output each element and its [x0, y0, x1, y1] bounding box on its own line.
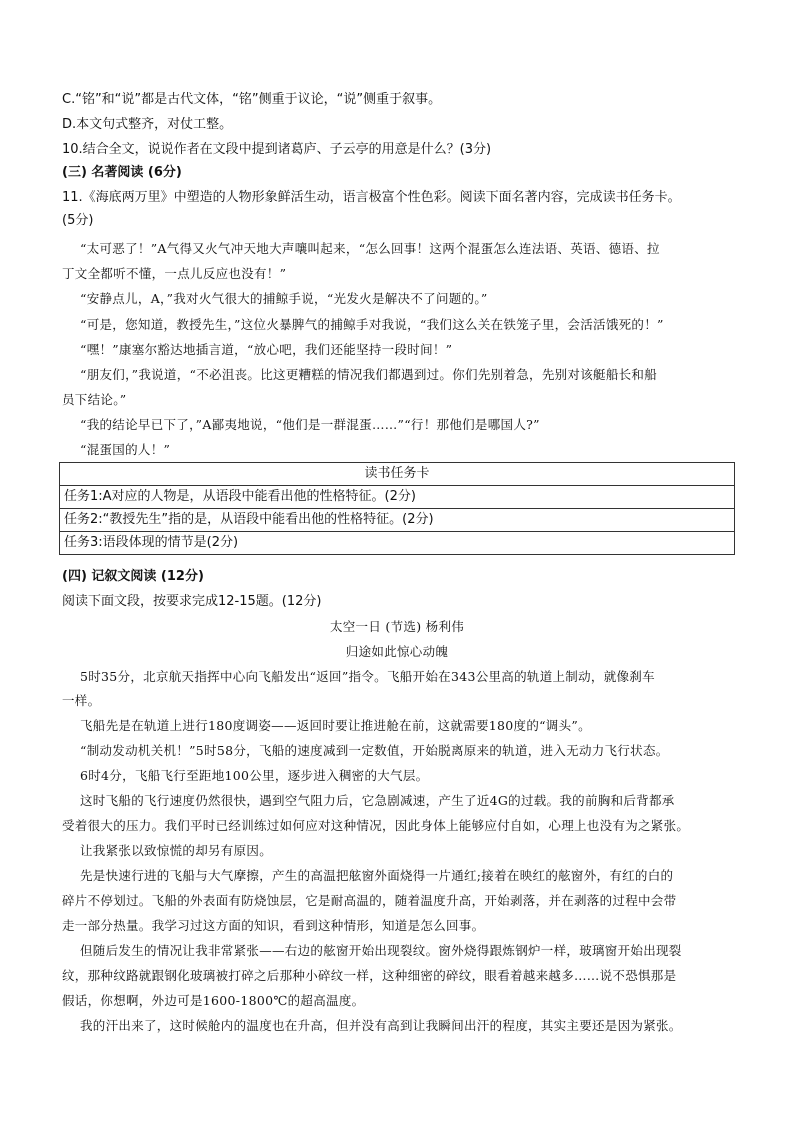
task-3: 任务3:语段体现的情节是(2分): [60, 532, 735, 555]
article-line: 先是快速行进的飞船与大气摩擦，产生的高温把舷窗外面烧得一片通红;接着在映红的舷窗外，有红的白的: [80, 868, 674, 883]
task-2: 任务2:“教授先生”指的是，从语段中能看出他的性格特征。(2分): [60, 509, 735, 532]
article-line: 碎片不停划过。飞船的外表面有防烧蚀层，它是耐高温的，随着温度升高，开始剥落，并在剥落的过程中会带: [62, 893, 677, 908]
article-line: 我的汗出来了，这时候舱内的温度也在升高，但并没有高到让我瞬间出汗的程度，其实主要还是因为紧张。: [80, 1018, 682, 1033]
excerpt-line: “太可恶了！”A气得又火气冲天地大声嚷叫起来，“怎么回事！这两个混蛋怎么连法语、英语、德语、拉: [80, 241, 660, 256]
article-title: 太空一日 (节选) 杨利伟: [329, 619, 465, 634]
article-line: 一样。: [62, 693, 101, 708]
article-line: 纹，那种纹路就跟钢化玻璃被打碎之后那种小碎纹一样，这种细密的碎纹，眼看着越来越多……说不恐惧那是: [62, 968, 677, 983]
article-line: 受着很大的压力。我们平时已经训练过如何应对这种情况，因此身体上能够应付自如，心理上也没有为之紧张。: [62, 818, 690, 833]
article-line: 飞船先是在轨道上进行180度调姿——返回时要让推进舱在前，这就需要180度的“调头”。: [80, 718, 591, 733]
question-10: 10.结合全文，说说作者在文段中提到诸葛庐、子云亭的用意是什么？(3分): [62, 142, 492, 157]
article-line: 5时35分，北京航天指挥中心向飞船发出“返回”指令。飞船开始在343公里高的轨道上制动，就像刹车: [80, 669, 655, 684]
section-3-heading: (三) 名著阅读 (6分): [62, 165, 182, 180]
excerpt-line: “我的结论早已下了，”A鄙夷地说，“他们是一群混蛋……”“行！那他们是哪国人?”: [80, 417, 540, 432]
article-line: “制动发动机关机！”5时58分，飞船的速度减到一定数值，开始脱离原来的轨道，进入无动力飞行状态。: [80, 743, 669, 758]
article-line: 假话，你想啊，外边可是1600-1800℃的超高温度。: [62, 993, 365, 1008]
excerpt-line: 丁文全都听不懂，一点儿反应也没有！”: [62, 266, 287, 281]
article-line: 这时飞船的飞行速度仍然很快，遇到空气阻力后，它急剧减速，产生了近4G的过载。我的前胸和后背都承: [80, 793, 675, 808]
section-4-instruction: 阅读下面文段，按要求完成12-15题。(12分): [62, 594, 322, 609]
question-11-points: (5分): [62, 213, 94, 228]
article-line: 6时4分，飞船飞行至距地100公里，逐步进入稠密的大气层。: [80, 768, 429, 783]
article-line: 让我紧张以致惊慌的却另有原因。: [80, 843, 273, 858]
task-1: 任务1:A对应的人物是，从语段中能看出他的性格特征。(2分): [60, 486, 735, 509]
article-subtitle: 归途如此惊心动魄: [345, 644, 449, 659]
excerpt-line: “可是，您知道，教授先生，”这位火暴脾气的捕鲸手对我说，“我们这么关在铁笼子里，会活活饿死的！”: [80, 317, 664, 332]
section-4-heading: (四) 记叙文阅读 (12分): [62, 569, 204, 584]
option-d: D.本文句式整齐，对仗工整。: [62, 117, 233, 132]
excerpt-line: “混蛋国的人！”: [80, 442, 171, 457]
task-card-title: 读书任务卡: [60, 463, 735, 486]
excerpt-line: “安静点儿，A，”我对火气很大的捕鲸手说，“光发火是解决不了问题的。”: [80, 291, 488, 306]
excerpt-line: “嘿！”康塞尔豁达地插言道，“放心吧，我们还能坚持一段时间！”: [80, 342, 453, 357]
question-11: 11.《海底两万里》中塑造的人物形象鲜活生动，语言极富个性色彩。阅读下面名著内容，完成读书任务卡。: [62, 190, 681, 205]
excerpt-line: 员下结论。”: [62, 392, 127, 407]
reading-task-card: [59, 462, 735, 555]
option-c: C.“铭”和“说”都是古代文体，“铭”侧重于议论，“说”侧重于叙事。: [62, 92, 442, 107]
excerpt-line: “朋友们，”我说道，“不必沮丧。比这更糟糕的情况我们都遇到过。你们先别着急，先别对该艇船长和船: [80, 367, 658, 382]
article-line: 但随后发生的情况让我非常紧张——右边的舷窗开始出现裂纹。窗外烧得跟炼钢炉一样，玻璃窗开始出现裂: [80, 943, 682, 958]
article-line: 走一部分热量。我学习过这方面的知识，看到这种情形，知道是怎么回事。: [62, 918, 485, 933]
